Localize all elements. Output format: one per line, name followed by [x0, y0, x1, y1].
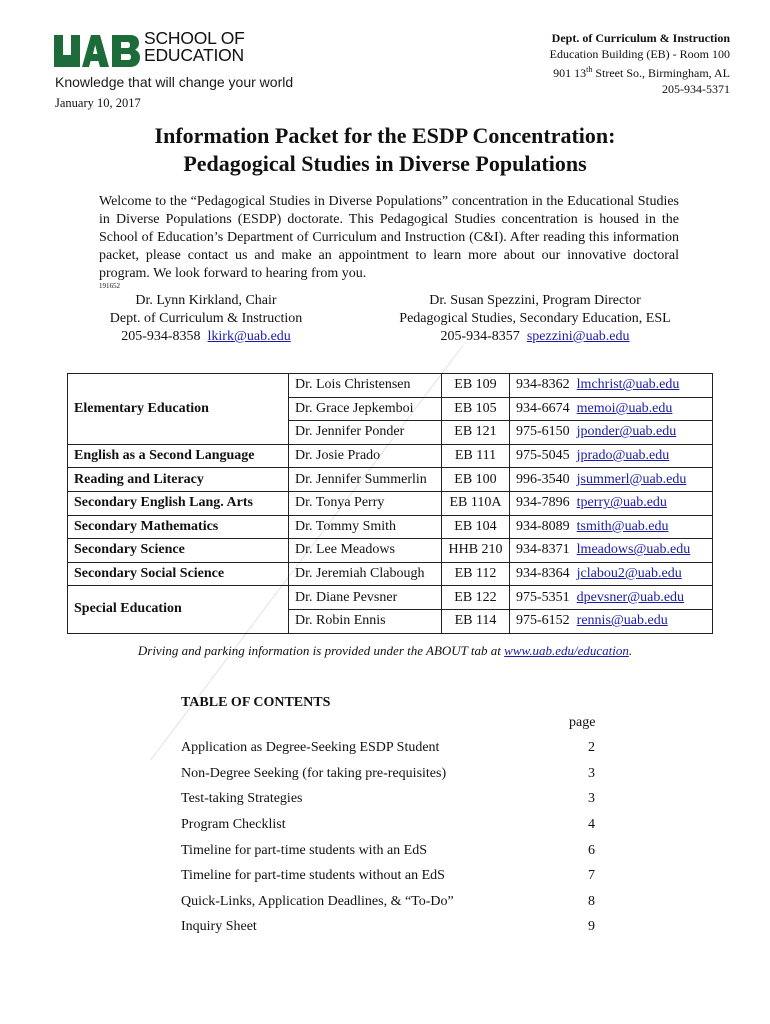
program-cell: Secondary Science — [68, 539, 289, 563]
table-row — [68, 491, 713, 515]
email-link[interactable]: memoi@uab.edu — [576, 400, 673, 416]
table-row — [68, 515, 713, 539]
faculty-name: Dr. Jennifer Summerlin — [289, 468, 442, 492]
contact-cell: 975-6152 rennis@uab.edu — [510, 609, 713, 633]
toc-item: Non-Degree Seeking (for taking pre-requisites) — [181, 766, 447, 781]
room-cell: EB 104 — [442, 515, 510, 539]
contact-cell: 975-5045 jprado@uab.edu — [510, 444, 713, 468]
program-cell: Elementary Education — [68, 374, 289, 445]
faculty-table — [67, 373, 713, 634]
faculty-name: Dr. Diane Pevsner — [289, 586, 442, 610]
table-row — [68, 374, 713, 398]
email-link[interactable]: jponder@uab.edu — [576, 424, 677, 440]
email-link[interactable]: tperry@uab.edu — [576, 495, 667, 511]
toc-item: Timeline for part-time students without an EdS — [181, 868, 445, 883]
contact-cell: 975-5351 dpevsner@uab.edu — [510, 586, 713, 610]
dept-building: Education Building (EB) - Room 100 — [549, 46, 730, 61]
table-row — [68, 468, 713, 492]
toc-item: Timeline for part-time students with an EdS — [181, 843, 428, 858]
faculty-name: Dr. Josie Prado — [289, 444, 442, 468]
program-cell: Secondary Social Science — [68, 562, 289, 586]
email-link[interactable]: lmeadows@uab.edu — [576, 542, 691, 558]
email-link[interactable]: jclabou2@uab.edu — [576, 566, 682, 582]
logo-tagline: Knowledge that will change your world — [55, 74, 294, 90]
toc-item: Inquiry Sheet — [181, 919, 257, 934]
dept-street: 901 13th Street So., Birmingham, AL — [553, 65, 730, 80]
program-cell: Special Education — [68, 586, 289, 633]
room-cell: EB 114 — [442, 609, 510, 633]
contact-cell: 996-3540 jsummerl@uab.edu — [510, 468, 713, 492]
room-cell: EB 122 — [442, 586, 510, 610]
table-row — [68, 444, 713, 468]
contact-cell: 934-8089 tsmith@uab.edu — [510, 515, 713, 539]
faculty-name: Dr. Robin Ennis — [289, 609, 442, 633]
document-date: January 10, 2017 — [55, 96, 141, 110]
toc-heading: TABLE OF CONTENTS — [181, 695, 331, 710]
toc-item: Program Checklist — [181, 817, 286, 832]
contact-cell: 934-8362 lmchrist@uab.edu — [510, 374, 713, 398]
program-cell: Reading and Literacy — [68, 468, 289, 492]
dept-phone: 205-934-5371 — [662, 81, 730, 96]
faculty-name: Dr. Lois Christensen — [289, 374, 442, 398]
uab-logo-mark — [54, 35, 140, 67]
toc-page-label: page — [569, 715, 596, 730]
faculty-name: Dr. Jeremiah Clabough — [289, 562, 442, 586]
contact-program-director: Dr. Susan Spezzini, Program Director Pedagogical Studies, Secondary Education, ESL 205-934-8357 spezzini@uab.edu — [399, 293, 671, 344]
email-link[interactable]: jprado@uab.edu — [576, 448, 670, 464]
table-row — [68, 562, 713, 586]
room-cell: HHB 210 — [442, 539, 510, 563]
website-link[interactable]: www.uab.edu/education — [504, 643, 629, 658]
school-of-education-wordmark: SCHOOL OF EDUCATION — [144, 28, 245, 65]
room-cell: EB 105 — [442, 397, 510, 421]
toc-page-number: 3 — [588, 766, 595, 781]
toc-page-number: 4 — [588, 817, 595, 832]
document-title: Information Packet for the ESDP Concentration: Pedagogical Studies in Diverse Populations — [154, 123, 616, 176]
contact-cell: 934-7896 tperry@uab.edu — [510, 491, 713, 515]
document-code: 191652 — [99, 282, 120, 290]
contact-cell: 934-8371 lmeadows@uab.edu — [510, 539, 713, 563]
dept-address-block — [550, 31, 730, 97]
toc-page-number: 2 — [588, 740, 595, 755]
toc-item: Quick-Links, Application Deadlines, & “To-Do” — [181, 894, 454, 909]
program-cell: Secondary Mathematics — [68, 515, 289, 539]
contact-cell: 934-6674 memoi@uab.edu — [510, 397, 713, 421]
toc-page-number: 3 — [588, 791, 595, 806]
email-link[interactable]: dpevsner@uab.edu — [576, 589, 685, 605]
email-link[interactable]: tsmith@uab.edu — [576, 518, 669, 534]
room-cell: EB 110A — [442, 491, 510, 515]
toc-page-number: 6 — [588, 843, 595, 858]
contact-cell: 975-6150 jponder@uab.edu — [510, 421, 713, 445]
toc-item: Application as Degree-Seeking ESDP Student — [181, 740, 440, 755]
email-link[interactable]: jsummerl@uab.edu — [576, 471, 687, 487]
faculty-name: Dr. Tommy Smith — [289, 515, 442, 539]
faculty-name: Dr. Tonya Perry — [289, 491, 442, 515]
intro-paragraph: Welcome to the “Pedagogical Studies in Diverse Populations” concentration in the Educational Studies in Diverse Populations (ESDP) doctorate. This Pedagogical Studies concentration is housed in the School of Education’s Department of Curriculum and Instruction (C&I). After reading this information packet, please contact us and make an appointment to learn more about our innovative doctoral program. We look forward to hearing from you. — [99, 194, 679, 281]
room-cell: EB 112 — [442, 562, 510, 586]
toc-page-number: 7 — [588, 868, 595, 883]
email-link[interactable]: rennis@uab.edu — [576, 613, 668, 629]
email-link[interactable]: spezzini@uab.edu — [526, 329, 630, 344]
room-cell: EB 100 — [442, 468, 510, 492]
contact-cell: 934-8364 jclabou2@uab.edu — [510, 562, 713, 586]
faculty-name: Dr. Jennifer Ponder — [289, 421, 442, 445]
parking-note: Driving and parking information is provided under the ABOUT tab at www.uab.edu/education. — [137, 643, 633, 658]
table-row — [68, 539, 713, 563]
room-cell: EB 109 — [442, 374, 510, 398]
toc-item: Test-taking Strategies — [181, 791, 303, 806]
table-row — [68, 586, 713, 610]
email-link[interactable]: lkirk@uab.edu — [207, 329, 291, 344]
faculty-name: Dr. Grace Jepkemboi — [289, 397, 442, 421]
toc-page-number: 8 — [588, 894, 595, 909]
contact-chair: Dr. Lynn Kirkland, Chair Dept. of Curriculum & Instruction 205-934-8358 lkirk@uab.edu — [109, 293, 303, 344]
room-cell: EB 111 — [442, 444, 510, 468]
dept-name: Dept. of Curriculum & Instruction — [551, 31, 730, 45]
program-cell: Secondary English Lang. Arts — [68, 491, 289, 515]
program-cell: English as a Second Language — [68, 444, 289, 468]
toc-page-number: 9 — [588, 919, 595, 934]
faculty-name: Dr. Lee Meadows — [289, 539, 442, 563]
room-cell: EB 121 — [442, 421, 510, 445]
email-link[interactable]: lmchrist@uab.edu — [576, 377, 680, 393]
